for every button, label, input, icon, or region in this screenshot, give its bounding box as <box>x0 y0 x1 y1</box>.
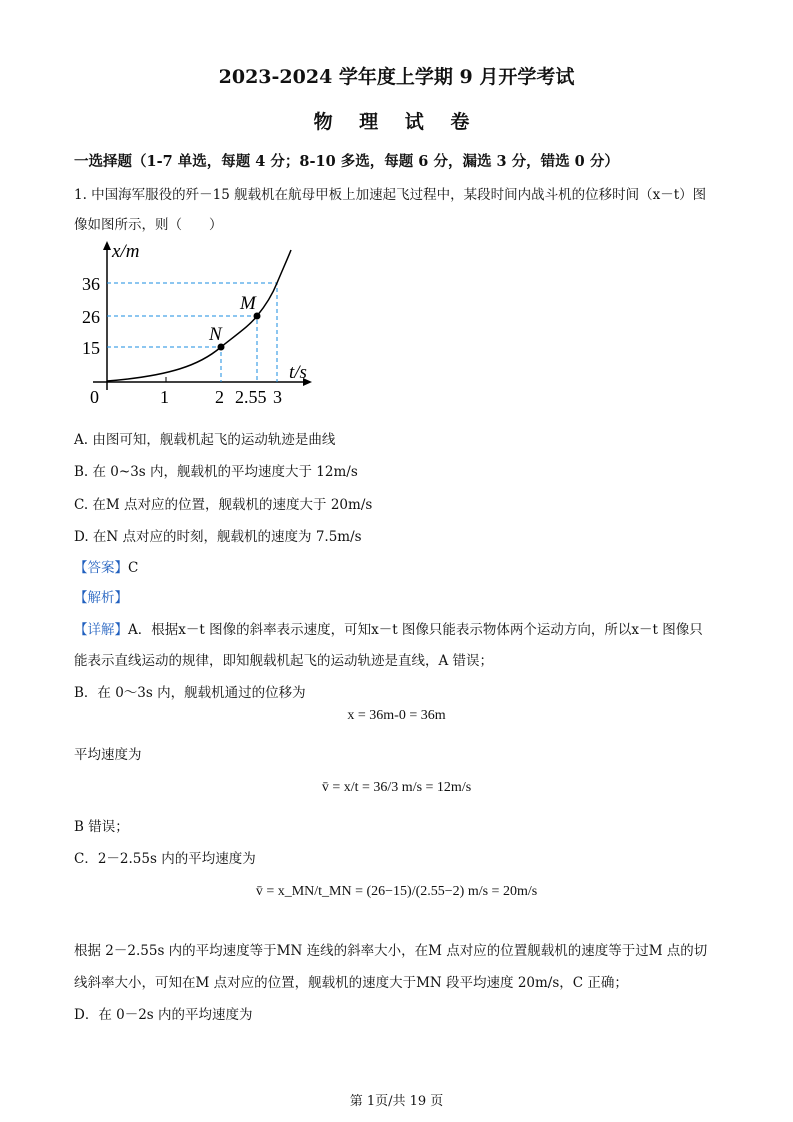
equation: x = 36m-0 = 36m <box>347 708 446 723</box>
answer-label: 【答案】 <box>74 560 128 576</box>
section-heading: 一选择题（1-7 单选，每题 4 分；8-10 多选，每题 6 分，漏选 3 分，错选 0 分） <box>74 153 619 170</box>
equation: v̄ = x/t = 36/3 m/s = 12m/s <box>321 780 472 795</box>
detail-line: C．2－2.55s 内的平均速度为 <box>74 851 256 867</box>
question-text: 1. 中国海军服役的歼－15 舰载机在航母甲板上加速起飞过程中，某段时间内战斗机的位移时间（x－t）图 <box>74 187 707 203</box>
point-n-label: N <box>209 324 222 345</box>
y-tick: 36 <box>82 274 100 294</box>
answer <box>74 556 138 576</box>
y-tick: 15 <box>82 338 100 358</box>
x-tick: 2.55 <box>235 387 267 407</box>
detail-line: 平均速度为 <box>74 747 142 763</box>
detail-line: B 错误； <box>74 819 129 835</box>
option-b: B. 在 0~3s 内，舰载机的平均速度大于 12m/s <box>74 464 358 480</box>
detail-line: 根据 2－2.55s 内的平均速度等于MN 连线的斜率大小，在M 点对应的位置舰载机的速度等于过M 点的切 <box>74 943 708 959</box>
option-c: C. 在M 点对应的位置，舰载机的速度大于 20m/s <box>74 497 373 513</box>
detail-text: A．根据x－t 图像的斜率表示速度，可知x－t 图像只能表示物体两个运动方向，所以x－t 图像只 <box>128 622 703 638</box>
point-m-label: M <box>240 293 256 314</box>
option-a: A. 由图可知，舰载机起飞的运动轨迹是曲线 <box>74 432 336 448</box>
page-footer: 第 1页/共 19 页 <box>349 1094 444 1109</box>
x-axis-label: t/s <box>289 362 307 383</box>
y-axis-label: x/m <box>112 241 140 262</box>
detail-line: 能表示直线运动的规律，即知舰载机起飞的运动轨迹是直线，A 错误； <box>74 653 494 669</box>
question-text: 像如图所示，则（ ） <box>74 217 223 233</box>
analysis-label: 【解析】 <box>74 590 128 606</box>
option-d: D. 在N 点对应的时刻，舰载机的速度为 7.5m/s <box>74 529 362 545</box>
answer-value: C <box>128 560 139 576</box>
x-tick: 1 <box>160 387 169 407</box>
xt-graph <box>70 235 330 410</box>
y-axis-arrow <box>103 241 111 250</box>
x-tick: 0 <box>90 387 99 407</box>
x-tick: 2 <box>215 387 224 407</box>
exam-subtitle: 物 理 试 卷 <box>313 111 480 133</box>
detail-label: 【详解】 <box>74 622 128 638</box>
exam-title: 2023-2024 学年度上学期 9 月开学考试 <box>218 66 575 88</box>
x-tick: 3 <box>273 387 282 407</box>
y-tick: 26 <box>82 307 100 327</box>
detail-line: B．在 0～3s 内，舰载机通过的位移为 <box>74 685 306 701</box>
equation: v̄ = x_MN/t_MN = (26−15)/(2.55−2) m/s = 20m/s <box>255 884 538 899</box>
detail-line: 线斜率大小，可知在M 点对应的位置，舰载机的速度大于MN 段平均速度 20m/s，C 正确； <box>74 975 628 991</box>
detail-line <box>74 618 703 638</box>
detail-line: D．在 0－2s 内的平均速度为 <box>74 1007 253 1023</box>
